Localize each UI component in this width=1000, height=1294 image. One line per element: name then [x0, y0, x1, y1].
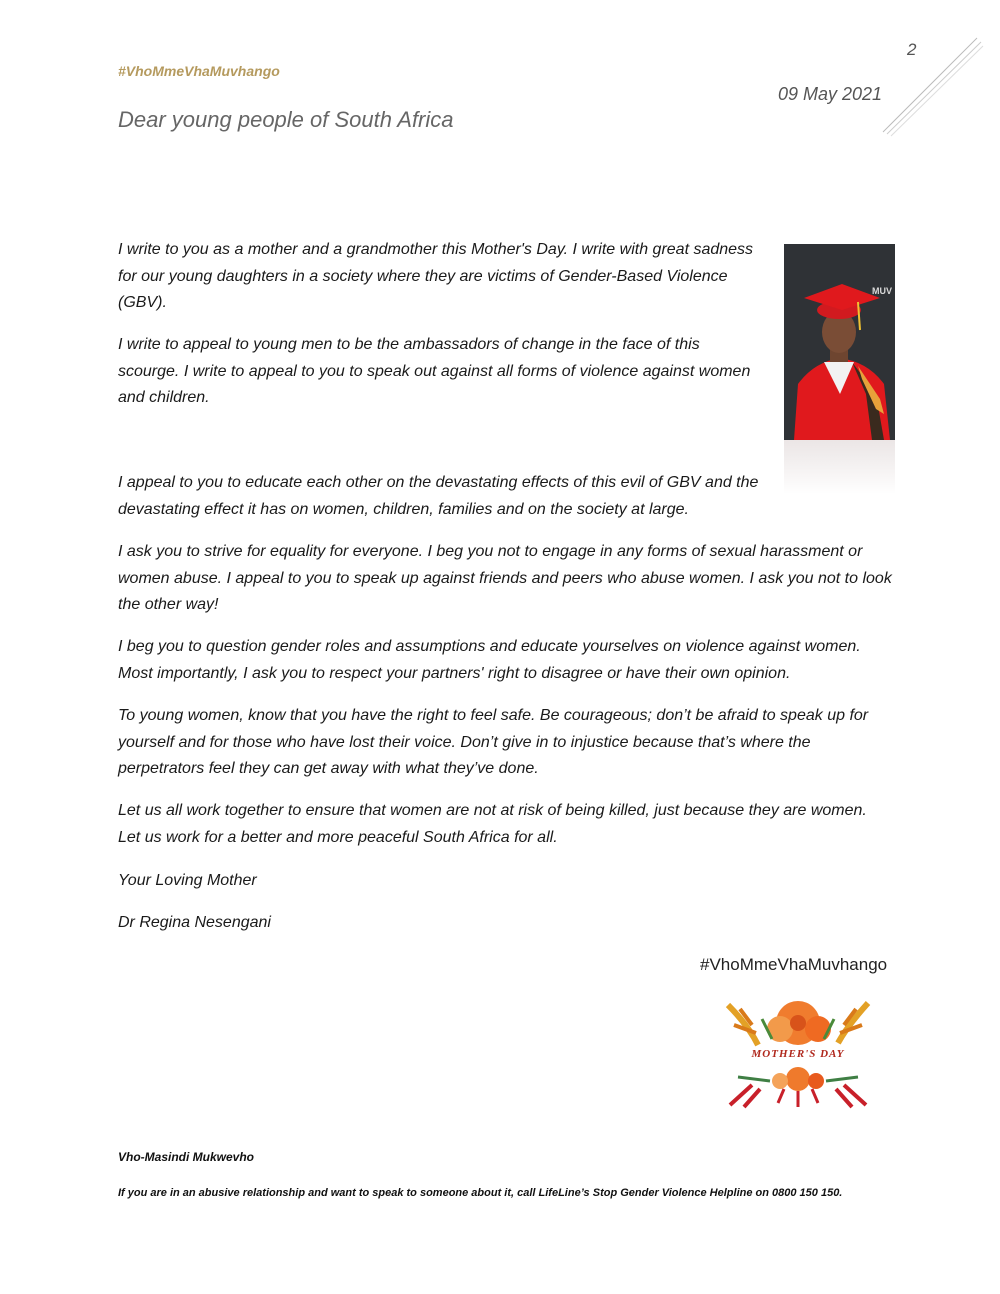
helpline-note: If you are in an abusive relationship and want to speak to someone about it, call LifeLine’s Stop Gender Violence Helpline on 0800 150 150. — [118, 1187, 843, 1199]
mothers-day-text: MOTHER'S DAY — [751, 1048, 845, 1060]
letter-date: 09 May 2021 — [778, 84, 883, 104]
page-number: 2 — [907, 40, 917, 59]
signature-name: Dr Regina Nesengani — [118, 914, 271, 931]
portrait-photo — [784, 244, 895, 494]
salutation: Dear young people of South Africa — [118, 107, 454, 132]
paragraph-7: Let us all work together to ensure that women are not at risk of being killed, just because they are women. Let us work for a better and more peaceful South Africa for all. — [118, 802, 867, 846]
paragraph-1: I write to you as a mother and a grandmother this Mother's Day. I write with great sadness for our young daughters in a society where they are victims of Gender-Based Violence (GBV). — [118, 241, 754, 311]
footer-name: Vho-Masindi Mukwevho — [118, 1150, 255, 1164]
header-hashtag: #VhoMmeVhaMuvhango — [118, 63, 280, 79]
paragraph-4: I ask you to strive for equality for everyone. I beg you not to engage in any forms of sexual harassment or women abuse. I appeal to you to speak up against friends and peers who abuse women. I ask you not to look the other way! — [118, 543, 892, 613]
floral-wreath-icon — [718, 995, 878, 1113]
paragraph-5: I beg you to question gender roles and assumptions and educate yourselves on violence against women. Most importantly, I ask you to respect your partners' right to disagree or have their own opinion. — [118, 638, 861, 682]
photo-banner-text: MUV — [872, 286, 892, 296]
paragraph-2: I write to appeal to young men to be the ambassadors of change in the face of this scourge. I write to appeal to you to speak out against all forms of violence against women and children. — [118, 336, 751, 406]
closing-line: Your Loving Mother — [118, 872, 257, 889]
corner-decoration — [875, 30, 985, 140]
paragraph-6: To young women, know that you have the right to feel safe. Be courageous; don’t be afraid to speak up for yourself and for those who have lost their voice. Don’t give in to injustice because that’s where the perpetrators feel they can get away with what they’ve done. — [118, 707, 869, 777]
mothers-day-badge — [718, 995, 878, 1113]
paragraph-3: I appeal to you to educate each other on the devastating effects of this evil of GBV and the devastating effect it has on women, children, families and on the society at large. — [118, 474, 759, 518]
hashtag-bottom: #VhoMmeVhaMuvhango — [700, 955, 888, 974]
